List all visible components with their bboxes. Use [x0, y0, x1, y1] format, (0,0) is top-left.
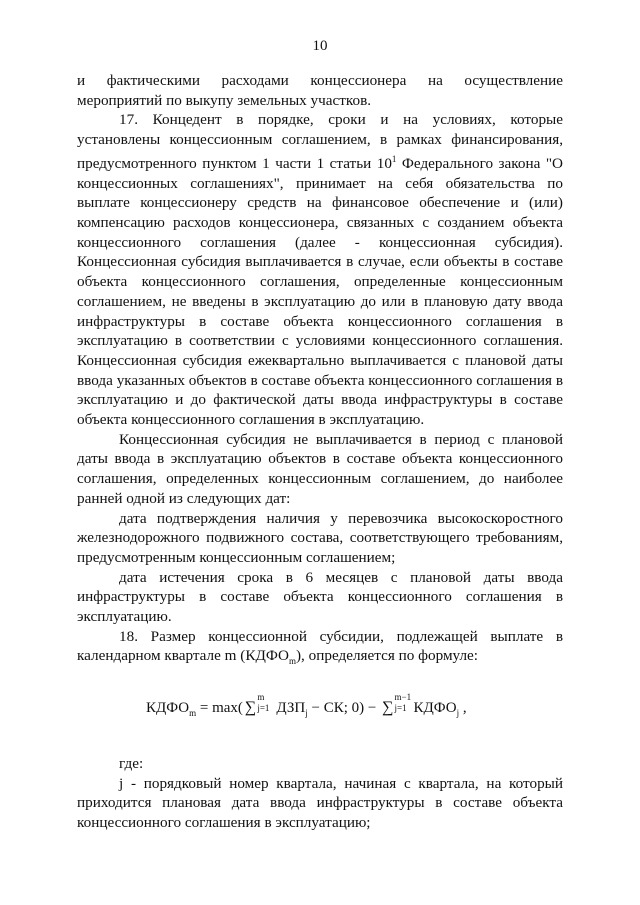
paragraph: дата подтверждения наличия у перевозчика высокоскоростного железнодорожного подвижного состава, соответствующего требованиям, предусмотренным концессионным соглашением;: [77, 509, 563, 566]
formula-lhs-sub: m: [189, 708, 197, 719]
formula-eq: = max(: [196, 700, 243, 717]
sum-lower-limit: j=1: [394, 703, 407, 714]
paragraph: j - порядковый номер квартала, начиная с квартала, на который приходится плановая дата ввода инфраструктуры в составе объекта концессионного соглашения в эксплуатацию;: [77, 774, 563, 831]
formula-term-sub: j: [456, 708, 460, 719]
sum-lower-limit: j=1: [257, 703, 270, 714]
document-body: [77, 71, 563, 833]
sum-upper-limit: m−1: [394, 692, 412, 703]
formula-term: КДФО: [413, 700, 457, 717]
formula-end: ,: [459, 700, 467, 717]
paragraph-text: 18. Размер концессионной субсидии, подлежащей выплате в календарном квартале m (КДФО: [77, 627, 563, 665]
paragraph-text: ), определяется по формуле:: [296, 647, 479, 665]
paragraph: и фактическими расходами концессионера на осуществление мероприятий по выкупу земельных участков.: [77, 72, 563, 109]
subscript: m: [288, 656, 296, 667]
formula-term-sub: j: [305, 708, 308, 719]
paragraph-text: Федерального закона "О концессионных соглашениях", принимает на себя обязательства по выплате концессионеру средств на финансовое обеспечение и (или) компенсацию расходов концессионера, связанных с созданием объекта концессионного соглашения (далее - концессионная субсидия). Концессионная субсидия выплачивается в случае, если объекты в составе объекта концессионного соглашения, определенные концессионным соглашением, не введены в эксплуатацию до или в плановую дату ввода инфраструктуры в составе объекта концессионного соглашения в эксплуатацию в соответствии с условиями концессионного соглашения. Концессионная субсидия ежеквартально выплачивается с плановой даты ввода указанных объектов в составе объекта концессионного соглашения в эксплуатацию и до фактической даты ввода инфраструктуры в составе объекта концессионного соглашения в эксплуатацию.: [77, 154, 563, 429]
formula-mid: − СК; 0) −: [307, 700, 381, 717]
formula: [77, 692, 563, 724]
paragraph: дата истечения срока в 6 месяцев с плановой даты ввода инфраструктуры в составе объекта концессионного соглашения в эксплуатацию.: [77, 568, 563, 626]
page-number: 10: [312, 38, 328, 54]
paragraph-text: 17. Концедент в порядке, сроки и на условиях, которые установлены концессионным соглашением, в рамках финансирования, предусмотренного пунктом 1 части 1 статьи 10: [77, 111, 563, 172]
sum-symbol: ∑ m j=1: [244, 692, 270, 717]
formula-term: ДЗП: [276, 700, 306, 717]
sum-upper-limit: m: [257, 692, 265, 703]
paragraph: Концессионная субсидия не выплачивается в период с плановой даты ввода в эксплуатацию объектов в составе объекта концессионного соглашения, определенных концессионным соглашением, до наиболее ранней одной из следующих дат:: [77, 430, 563, 507]
superscript: 1: [391, 153, 397, 164]
formula-lhs: КДФО: [146, 700, 190, 717]
paragraph-item-17: [77, 110, 563, 429]
paragraph: где:: [119, 754, 144, 772]
paragraph-item-18: [77, 627, 563, 672]
sum-symbol: ∑ m−1 j=1: [382, 692, 412, 717]
